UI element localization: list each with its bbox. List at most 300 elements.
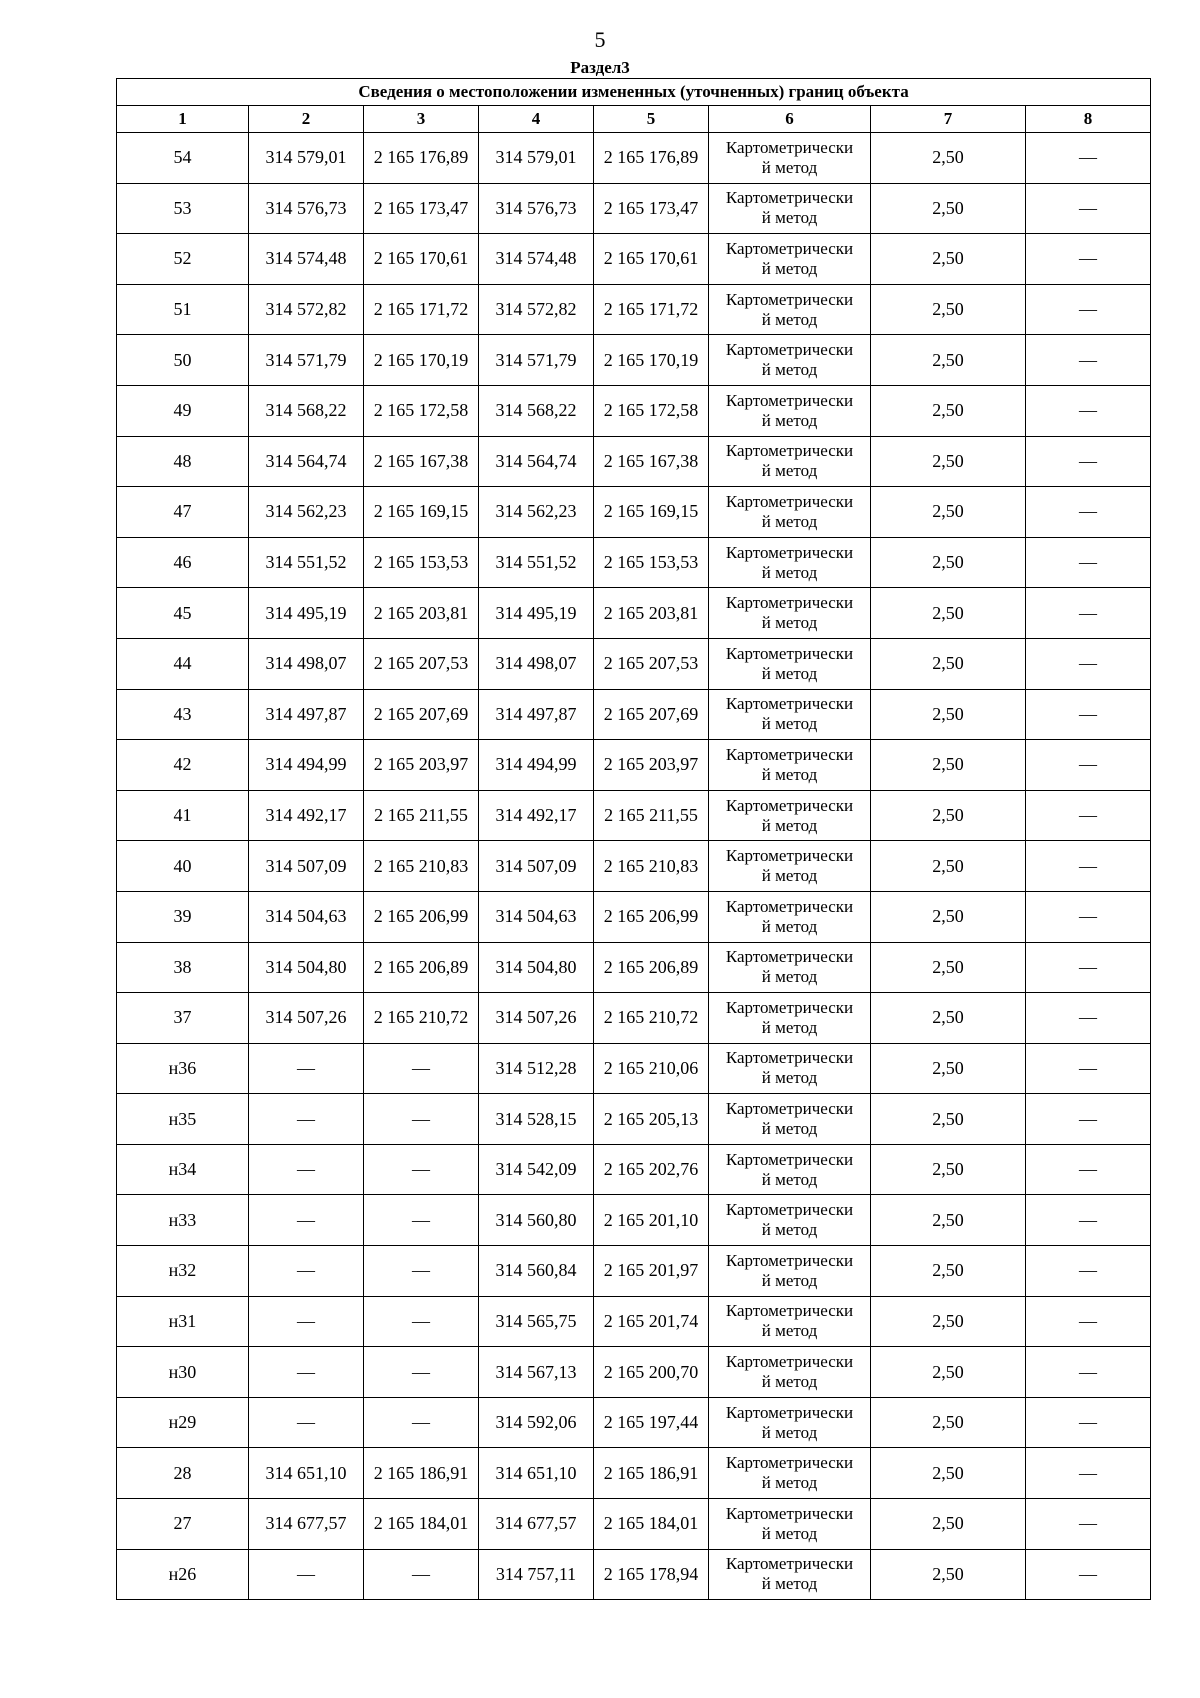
table-row <box>117 335 1151 386</box>
method-line-1: Картометрически <box>725 1048 854 1068</box>
new-x-cell: 314 512,28 <box>479 1043 594 1094</box>
new-x-cell: 314 542,09 <box>479 1144 594 1195</box>
accuracy-cell: 2,50 <box>871 1448 1026 1499</box>
accuracy-cell: 2,50 <box>871 588 1026 639</box>
point-id-cell: 39 <box>117 891 249 942</box>
method-cell <box>709 1549 871 1600</box>
table-row <box>117 385 1151 436</box>
method-cell <box>709 891 871 942</box>
description-cell: — <box>1026 993 1151 1044</box>
method-cell <box>709 385 871 436</box>
new-x-cell: 314 565,75 <box>479 1296 594 1347</box>
existing-y-cell: 2 165 170,61 <box>364 234 479 285</box>
description-cell: — <box>1026 133 1151 184</box>
point-id-cell: н32 <box>117 1246 249 1297</box>
method-line-2: й метод <box>761 1017 818 1037</box>
new-y-cell: 2 165 186,91 <box>594 1448 709 1499</box>
accuracy-cell: 2,50 <box>871 841 1026 892</box>
table-row <box>117 234 1151 285</box>
method-line-2: й метод <box>761 157 818 177</box>
method-line-2: й метод <box>761 663 818 683</box>
method-line-1: Картометрически <box>725 846 854 866</box>
method-cell <box>709 1094 871 1145</box>
method-line-1: Картометрически <box>725 340 854 360</box>
method-line-1: Картометрически <box>725 1301 854 1321</box>
method-line-1: Картометрически <box>725 137 854 157</box>
method-line-1: Картометрически <box>725 1149 854 1169</box>
method-line-2: й метод <box>761 1270 818 1290</box>
method-line-1: Картометрически <box>725 1099 854 1119</box>
existing-x-cell: 314 568,22 <box>249 385 364 436</box>
method-cell <box>709 740 871 791</box>
new-y-cell: 2 165 207,69 <box>594 689 709 740</box>
method-line-2: й метод <box>761 1220 818 1240</box>
method-line-1: Картометрически <box>725 744 854 764</box>
point-id-cell: н34 <box>117 1144 249 1195</box>
existing-x-cell: — <box>249 1043 364 1094</box>
existing-y-cell: — <box>364 1094 479 1145</box>
table-row <box>117 993 1151 1044</box>
new-y-cell: 2 165 178,94 <box>594 1549 709 1600</box>
accuracy-cell: 2,50 <box>871 993 1026 1044</box>
accuracy-cell: 2,50 <box>871 284 1026 335</box>
accuracy-cell: 2,50 <box>871 537 1026 588</box>
method-line-2: й метод <box>761 1523 818 1543</box>
accuracy-cell: 2,50 <box>871 436 1026 487</box>
table-row <box>117 1549 1151 1600</box>
method-cell <box>709 1246 871 1297</box>
existing-y-cell: 2 165 211,55 <box>364 790 479 841</box>
column-number-row <box>117 106 1151 133</box>
method-cell <box>709 183 871 234</box>
existing-y-cell: 2 165 173,47 <box>364 183 479 234</box>
new-y-cell: 2 165 200,70 <box>594 1347 709 1398</box>
method-line-1: Картометрически <box>725 1402 854 1422</box>
existing-x-cell: — <box>249 1246 364 1297</box>
new-y-cell: 2 165 210,72 <box>594 993 709 1044</box>
point-id-cell: н33 <box>117 1195 249 1246</box>
description-cell: — <box>1026 689 1151 740</box>
description-cell: — <box>1026 1144 1151 1195</box>
new-x-cell: 314 494,99 <box>479 740 594 791</box>
existing-x-cell: — <box>249 1347 364 1398</box>
existing-y-cell: 2 165 169,15 <box>364 487 479 538</box>
method-cell <box>709 537 871 588</box>
existing-x-cell: 314 504,63 <box>249 891 364 942</box>
description-cell: — <box>1026 740 1151 791</box>
method-cell <box>709 436 871 487</box>
description-cell: — <box>1026 942 1151 993</box>
method-line-2: й метод <box>761 461 818 481</box>
table-row <box>117 133 1151 184</box>
existing-x-cell: 314 564,74 <box>249 436 364 487</box>
new-x-cell: 314 564,74 <box>479 436 594 487</box>
description-cell: — <box>1026 1499 1151 1550</box>
existing-y-cell: 2 165 203,81 <box>364 588 479 639</box>
accuracy-cell: 2,50 <box>871 638 1026 689</box>
existing-y-cell: 2 165 172,58 <box>364 385 479 436</box>
method-line-1: Картометрически <box>725 289 854 309</box>
accuracy-cell: 2,50 <box>871 1347 1026 1398</box>
point-id-cell: 41 <box>117 790 249 841</box>
point-id-cell: 48 <box>117 436 249 487</box>
column-number: 4 <box>479 106 594 133</box>
new-y-cell: 2 165 205,13 <box>594 1094 709 1145</box>
existing-x-cell: 314 507,09 <box>249 841 364 892</box>
method-line-2: й метод <box>761 1321 818 1341</box>
new-y-cell: 2 165 211,55 <box>594 790 709 841</box>
existing-y-cell: 2 165 206,99 <box>364 891 479 942</box>
existing-y-cell: 2 165 176,89 <box>364 133 479 184</box>
column-number: 1 <box>117 106 249 133</box>
existing-y-cell: 2 165 167,38 <box>364 436 479 487</box>
new-y-cell: 2 165 206,89 <box>594 942 709 993</box>
table-row <box>117 1246 1151 1297</box>
method-line-2: й метод <box>761 815 818 835</box>
new-x-cell: 314 528,15 <box>479 1094 594 1145</box>
existing-y-cell: 2 165 206,89 <box>364 942 479 993</box>
new-x-cell: 314 677,57 <box>479 1499 594 1550</box>
method-line-2: й метод <box>761 1372 818 1392</box>
method-line-2: й метод <box>761 1068 818 1088</box>
section-title: Раздел3 <box>570 58 630 77</box>
method-line-2: й метод <box>761 1574 818 1594</box>
method-cell <box>709 689 871 740</box>
new-x-cell: 314 757,11 <box>479 1549 594 1600</box>
table-row <box>117 487 1151 538</box>
method-line-2: й метод <box>761 208 818 228</box>
accuracy-cell: 2,50 <box>871 487 1026 538</box>
existing-x-cell: 314 498,07 <box>249 638 364 689</box>
new-y-cell: 2 165 201,10 <box>594 1195 709 1246</box>
existing-x-cell: 314 497,87 <box>249 689 364 740</box>
accuracy-cell: 2,50 <box>871 740 1026 791</box>
new-y-cell: 2 165 203,97 <box>594 740 709 791</box>
new-y-cell: 2 165 201,97 <box>594 1246 709 1297</box>
new-y-cell: 2 165 172,58 <box>594 385 709 436</box>
table-row <box>117 1144 1151 1195</box>
accuracy-cell: 2,50 <box>871 689 1026 740</box>
table-row <box>117 1397 1151 1448</box>
accuracy-cell: 2,50 <box>871 385 1026 436</box>
point-id-cell: 27 <box>117 1499 249 1550</box>
description-cell: — <box>1026 588 1151 639</box>
description-cell: — <box>1026 335 1151 386</box>
description-cell: — <box>1026 1448 1151 1499</box>
description-cell: — <box>1026 1347 1151 1398</box>
existing-y-cell: 2 165 203,97 <box>364 740 479 791</box>
method-line-2: й метод <box>761 764 818 784</box>
existing-y-cell: 2 165 207,69 <box>364 689 479 740</box>
point-id-cell: н29 <box>117 1397 249 1448</box>
method-line-2: й метод <box>761 1422 818 1442</box>
existing-x-cell: 314 492,17 <box>249 790 364 841</box>
accuracy-cell: 2,50 <box>871 942 1026 993</box>
new-x-cell: 314 498,07 <box>479 638 594 689</box>
method-line-1: Картометрически <box>725 1352 854 1372</box>
method-cell <box>709 1397 871 1448</box>
new-y-cell: 2 165 203,81 <box>594 588 709 639</box>
existing-x-cell: 314 551,52 <box>249 537 364 588</box>
new-y-cell: 2 165 210,83 <box>594 841 709 892</box>
accuracy-cell: 2,50 <box>871 1499 1026 1550</box>
point-id-cell: 46 <box>117 537 249 588</box>
accuracy-cell: 2,50 <box>871 1043 1026 1094</box>
new-x-cell: 314 571,79 <box>479 335 594 386</box>
point-id-cell: 54 <box>117 133 249 184</box>
point-id-cell: н31 <box>117 1296 249 1347</box>
boundary-coordinates-table <box>116 78 1151 1600</box>
existing-y-cell: 2 165 207,53 <box>364 638 479 689</box>
new-x-cell: 314 572,82 <box>479 284 594 335</box>
method-line-1: Картометрически <box>725 593 854 613</box>
table-caption: Сведения о местоположении измененных (уточненных) границ объекта <box>117 79 1151 106</box>
new-x-cell: 314 560,80 <box>479 1195 594 1246</box>
column-number: 8 <box>1026 106 1151 133</box>
point-id-cell: 42 <box>117 740 249 791</box>
point-id-cell: 47 <box>117 487 249 538</box>
method-cell <box>709 1499 871 1550</box>
existing-y-cell: 2 165 170,19 <box>364 335 479 386</box>
new-y-cell: 2 165 169,15 <box>594 487 709 538</box>
column-number: 6 <box>709 106 871 133</box>
description-cell: — <box>1026 841 1151 892</box>
method-cell <box>709 133 871 184</box>
new-x-cell: 314 568,22 <box>479 385 594 436</box>
description-cell: — <box>1026 1549 1151 1600</box>
method-line-2: й метод <box>761 916 818 936</box>
method-line-1: Картометрически <box>725 542 854 562</box>
new-x-cell: 314 560,84 <box>479 1246 594 1297</box>
table-row <box>117 1094 1151 1145</box>
column-number: 7 <box>871 106 1026 133</box>
table-row <box>117 740 1151 791</box>
description-cell: — <box>1026 487 1151 538</box>
new-x-cell: 314 495,19 <box>479 588 594 639</box>
method-line-1: Картометрически <box>725 795 854 815</box>
existing-x-cell: 314 572,82 <box>249 284 364 335</box>
existing-x-cell: — <box>249 1094 364 1145</box>
existing-y-cell: — <box>364 1195 479 1246</box>
method-cell <box>709 1144 871 1195</box>
description-cell: — <box>1026 284 1151 335</box>
table-row <box>117 284 1151 335</box>
existing-y-cell: 2 165 210,72 <box>364 993 479 1044</box>
existing-x-cell: — <box>249 1549 364 1600</box>
new-x-cell: 314 492,17 <box>479 790 594 841</box>
new-y-cell: 2 165 171,72 <box>594 284 709 335</box>
table-row <box>117 183 1151 234</box>
method-line-2: й метод <box>761 410 818 430</box>
point-id-cell: 37 <box>117 993 249 1044</box>
method-cell <box>709 487 871 538</box>
point-id-cell: 43 <box>117 689 249 740</box>
point-id-cell: 49 <box>117 385 249 436</box>
new-x-cell: 314 579,01 <box>479 133 594 184</box>
existing-y-cell: 2 165 153,53 <box>364 537 479 588</box>
new-y-cell: 2 165 202,76 <box>594 1144 709 1195</box>
table-row <box>117 790 1151 841</box>
accuracy-cell: 2,50 <box>871 891 1026 942</box>
existing-y-cell: 2 165 210,83 <box>364 841 479 892</box>
table-row <box>117 891 1151 942</box>
existing-x-cell: — <box>249 1296 364 1347</box>
accuracy-cell: 2,50 <box>871 133 1026 184</box>
description-cell: — <box>1026 234 1151 285</box>
table-row <box>117 588 1151 639</box>
existing-x-cell: 314 677,57 <box>249 1499 364 1550</box>
new-x-cell: 314 576,73 <box>479 183 594 234</box>
existing-x-cell: — <box>249 1144 364 1195</box>
method-line-1: Картометрически <box>725 1200 854 1220</box>
method-line-1: Картометрически <box>725 997 854 1017</box>
description-cell: — <box>1026 385 1151 436</box>
point-id-cell: 44 <box>117 638 249 689</box>
table-row <box>117 537 1151 588</box>
table-row <box>117 638 1151 689</box>
point-id-cell: н30 <box>117 1347 249 1398</box>
point-id-cell: 28 <box>117 1448 249 1499</box>
new-y-cell: 2 165 170,61 <box>594 234 709 285</box>
existing-x-cell: 314 571,79 <box>249 335 364 386</box>
new-x-cell: 314 507,26 <box>479 993 594 1044</box>
existing-y-cell: 2 165 184,01 <box>364 1499 479 1550</box>
point-id-cell: 40 <box>117 841 249 892</box>
existing-y-cell: — <box>364 1296 479 1347</box>
existing-x-cell: — <box>249 1195 364 1246</box>
new-x-cell: 314 651,10 <box>479 1448 594 1499</box>
accuracy-cell: 2,50 <box>871 1144 1026 1195</box>
table-row <box>117 1499 1151 1550</box>
method-line-2: й метод <box>761 309 818 329</box>
method-line-1: Картометрически <box>725 643 854 663</box>
method-line-2: й метод <box>761 967 818 987</box>
new-y-cell: 2 165 170,19 <box>594 335 709 386</box>
method-line-1: Картометрически <box>725 1554 854 1574</box>
accuracy-cell: 2,50 <box>871 335 1026 386</box>
new-x-cell: 314 551,52 <box>479 537 594 588</box>
table-row <box>117 1195 1151 1246</box>
existing-y-cell: — <box>364 1043 479 1094</box>
method-cell <box>709 335 871 386</box>
description-cell: — <box>1026 638 1151 689</box>
new-x-cell: 314 567,13 <box>479 1347 594 1398</box>
method-line-1: Картометрически <box>725 441 854 461</box>
table-row <box>117 1448 1151 1499</box>
accuracy-cell: 2,50 <box>871 183 1026 234</box>
new-y-cell: 2 165 197,44 <box>594 1397 709 1448</box>
method-line-2: й метод <box>761 360 818 380</box>
accuracy-cell: 2,50 <box>871 1094 1026 1145</box>
accuracy-cell: 2,50 <box>871 790 1026 841</box>
existing-x-cell: 314 576,73 <box>249 183 364 234</box>
new-x-cell: 314 592,06 <box>479 1397 594 1448</box>
method-line-1: Картометрически <box>725 694 854 714</box>
method-line-2: й метод <box>761 1169 818 1189</box>
table-row <box>117 689 1151 740</box>
method-cell <box>709 1448 871 1499</box>
method-cell <box>709 1043 871 1094</box>
new-y-cell: 2 165 184,01 <box>594 1499 709 1550</box>
table-row <box>117 841 1151 892</box>
existing-x-cell: 314 651,10 <box>249 1448 364 1499</box>
point-id-cell: 51 <box>117 284 249 335</box>
method-cell <box>709 1296 871 1347</box>
new-y-cell: 2 165 153,53 <box>594 537 709 588</box>
method-line-1: Картометрически <box>725 491 854 511</box>
method-line-2: й метод <box>761 714 818 734</box>
new-y-cell: 2 165 173,47 <box>594 183 709 234</box>
new-y-cell: 2 165 201,74 <box>594 1296 709 1347</box>
method-line-1: Картометрически <box>725 1503 854 1523</box>
method-line-2: й метод <box>761 613 818 633</box>
accuracy-cell: 2,50 <box>871 1397 1026 1448</box>
point-id-cell: н26 <box>117 1549 249 1600</box>
point-id-cell: 53 <box>117 183 249 234</box>
table-row <box>117 1347 1151 1398</box>
new-y-cell: 2 165 207,53 <box>594 638 709 689</box>
existing-y-cell: — <box>364 1144 479 1195</box>
method-line-1: Картометрически <box>725 896 854 916</box>
method-line-2: й метод <box>761 258 818 278</box>
accuracy-cell: 2,50 <box>871 1246 1026 1297</box>
new-y-cell: 2 165 206,99 <box>594 891 709 942</box>
description-cell: — <box>1026 183 1151 234</box>
existing-x-cell: 314 579,01 <box>249 133 364 184</box>
point-id-cell: 38 <box>117 942 249 993</box>
existing-y-cell: — <box>364 1549 479 1600</box>
description-cell: — <box>1026 537 1151 588</box>
description-cell: — <box>1026 436 1151 487</box>
existing-x-cell: 314 504,80 <box>249 942 364 993</box>
new-x-cell: 314 497,87 <box>479 689 594 740</box>
point-id-cell: н35 <box>117 1094 249 1145</box>
accuracy-cell: 2,50 <box>871 1549 1026 1600</box>
method-line-2: й метод <box>761 866 818 886</box>
page-number: 5 <box>594 27 606 52</box>
new-x-cell: 314 504,63 <box>479 891 594 942</box>
new-x-cell: 314 562,23 <box>479 487 594 538</box>
new-y-cell: 2 165 176,89 <box>594 133 709 184</box>
method-line-1: Картометрически <box>725 1250 854 1270</box>
method-line-1: Картометрически <box>725 1453 854 1473</box>
method-line-1: Картометрически <box>725 390 854 410</box>
existing-y-cell: 2 165 171,72 <box>364 284 479 335</box>
existing-x-cell: 314 507,26 <box>249 993 364 1044</box>
description-cell: — <box>1026 1043 1151 1094</box>
table-row <box>117 436 1151 487</box>
point-id-cell: 50 <box>117 335 249 386</box>
existing-x-cell: 314 495,19 <box>249 588 364 639</box>
method-line-1: Картометрически <box>725 947 854 967</box>
new-y-cell: 2 165 167,38 <box>594 436 709 487</box>
existing-x-cell: 314 574,48 <box>249 234 364 285</box>
description-cell: — <box>1026 790 1151 841</box>
column-number: 5 <box>594 106 709 133</box>
method-cell <box>709 1195 871 1246</box>
column-number: 3 <box>364 106 479 133</box>
accuracy-cell: 2,50 <box>871 1195 1026 1246</box>
description-cell: — <box>1026 1246 1151 1297</box>
point-id-cell: н36 <box>117 1043 249 1094</box>
description-cell: — <box>1026 1296 1151 1347</box>
method-line-1: Картометрически <box>725 188 854 208</box>
existing-y-cell: 2 165 186,91 <box>364 1448 479 1499</box>
method-cell <box>709 942 871 993</box>
new-x-cell: 314 574,48 <box>479 234 594 285</box>
column-number: 2 <box>249 106 364 133</box>
accuracy-cell: 2,50 <box>871 234 1026 285</box>
